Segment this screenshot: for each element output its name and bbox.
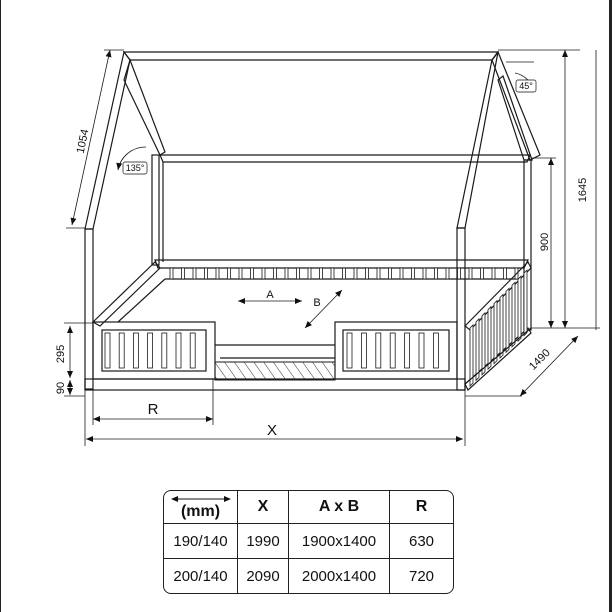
- back-slat: [205, 268, 208, 279]
- dimension-lines: [64, 50, 600, 446]
- back-rail: [155, 260, 528, 279]
- front-left-slat: [176, 333, 181, 368]
- back-slat: [400, 268, 403, 279]
- back-slat: [320, 268, 323, 279]
- header-x: X: [238, 491, 289, 524]
- back-slat: [458, 268, 461, 279]
- total-width-label: X: [266, 422, 278, 439]
- back-slat: [492, 268, 495, 279]
- x-cell: 1990: [238, 524, 289, 559]
- back-slat: [297, 268, 300, 279]
- unit-cell: [164, 491, 238, 524]
- back-slat: [170, 268, 173, 279]
- roof-angle-right-box: [516, 80, 536, 92]
- back-slat: [423, 268, 426, 279]
- back-slat: [251, 268, 254, 279]
- back-slat: [239, 268, 242, 279]
- back-slat: [216, 268, 219, 279]
- right-slat: [524, 270, 527, 336]
- left-side-rail: [93, 262, 165, 326]
- front-left-slat: [148, 333, 153, 368]
- front-right-slat: [376, 333, 381, 368]
- back-slat: [446, 268, 449, 279]
- back-slat: [343, 268, 346, 279]
- right-slat: [500, 295, 503, 359]
- back-slat: [182, 268, 185, 279]
- size-cell: 200/140: [164, 559, 238, 593]
- front-right-slat: [419, 333, 424, 368]
- rail-length-label: R: [147, 401, 159, 418]
- front-left-slats: [105, 333, 195, 368]
- right-slat: [476, 319, 479, 381]
- leg-height-label: 90: [55, 381, 67, 395]
- back-slat: [308, 268, 311, 279]
- axb-cell: 2000x1400: [289, 559, 390, 593]
- front-left-slat: [162, 333, 167, 368]
- r-cell: 720: [390, 559, 454, 593]
- x-cell: 2090: [238, 559, 289, 593]
- back-slat: [469, 268, 472, 279]
- back-slat: [435, 268, 438, 279]
- right-slat: [518, 276, 521, 341]
- back-slat: [481, 268, 484, 279]
- header-r: R: [390, 491, 454, 524]
- right-rail-slats: [470, 270, 527, 386]
- back-slat: [285, 268, 288, 279]
- back-slat: [193, 268, 196, 279]
- front-right-slat: [347, 333, 352, 368]
- front-left-guard: [93, 322, 215, 379]
- front-right-slat: [390, 333, 395, 368]
- front-right-slats: [347, 333, 438, 368]
- depth-label: 1490: [526, 346, 553, 373]
- roof-length-label: 1054: [74, 128, 92, 155]
- side-height-label: 295: [55, 344, 67, 364]
- right-slat: [494, 301, 497, 364]
- table-row: [164, 559, 453, 593]
- right-slat: [512, 282, 515, 347]
- front-right-slat: [433, 333, 438, 368]
- header-axb: A x B: [289, 491, 390, 524]
- roof-angle-left-label: 135°: [125, 163, 145, 173]
- back-slat: [377, 268, 380, 279]
- back-slat: [412, 268, 415, 279]
- right-slat: [488, 307, 491, 370]
- inner-a-label: A: [266, 289, 274, 301]
- front-right-guard: [335, 322, 457, 379]
- table-row: [164, 524, 453, 559]
- roof-angle-left-box: [123, 162, 147, 174]
- back-slat: [366, 268, 369, 279]
- right-slat: [506, 288, 509, 352]
- front-right-slat: [405, 333, 410, 368]
- back-slat: [331, 268, 334, 279]
- table-header-row: [164, 491, 453, 524]
- r-cell: 630: [390, 524, 454, 559]
- axb-cell: 1900x1400: [289, 524, 390, 559]
- front-left-slat: [119, 333, 124, 368]
- back-slat: [262, 268, 265, 279]
- back-slat: [389, 268, 392, 279]
- unit-label: (mm): [180, 503, 221, 520]
- back-rail-slats: [170, 268, 518, 279]
- wall-height-label: 900: [539, 232, 551, 252]
- inner-b-label: B: [313, 297, 321, 309]
- total-height-label: 1645: [577, 177, 589, 203]
- front-opening: [215, 345, 335, 380]
- front-right-slat: [361, 333, 366, 368]
- roof-angle-right-label: 45°: [519, 81, 533, 91]
- right-side-rail: [465, 262, 531, 390]
- back-slat: [354, 268, 357, 279]
- front-left-slat: [133, 333, 138, 368]
- back-slat: [504, 268, 507, 279]
- size-cell: 190/140: [164, 524, 238, 559]
- right-slat: [482, 313, 485, 375]
- front-left-slat: [190, 333, 195, 368]
- size-specification-table: [163, 490, 454, 594]
- back-slat: [228, 268, 231, 279]
- front-left-slat: [105, 333, 110, 368]
- back-slat: [274, 268, 277, 279]
